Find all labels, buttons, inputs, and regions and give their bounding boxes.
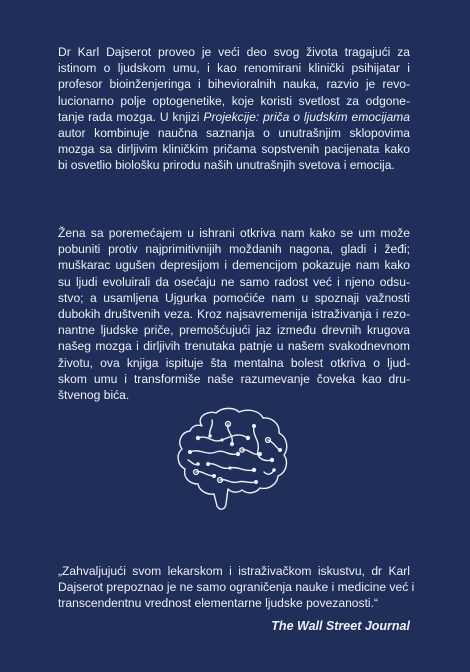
text-line: Dr Karl Dajserot proveo je veći deo svog života tragajući za [58,45,410,59]
book-title: Projekcije: priča o ljudskim emocijama [203,109,410,124]
text-fragment: tanje rada mozga. U knjizi [58,109,204,124]
text-line: stvo; a usamljena Ujgurka pomoćiće nam u spoznaji važnosti [58,290,410,305]
text-line: Žena sa poremećajem u ishrani otkriva nam kako se um može [58,226,410,240]
text-line: našeg mozga i dirljivih trenutaka patnje u našem svakodnevnom [58,339,410,354]
text-line [58,109,410,125]
text-line: bi osvetlio biološku prirodu naših unutrašnjih svetova i emocija. [58,158,395,173]
text-line: mozga sa dirljivim kliničkim pričama sopstvenih pacijenata kako [58,142,410,157]
text-line: dubokih društvenih veza. Kroz najsavremenija istraživanja i rezo- [58,307,410,322]
text-line: profesor bioinženjeringa i bihevioralnih nauka, razvio je revo- [58,77,410,92]
text-line: štvenog bića. [58,388,130,403]
text-line: autor kombinuje naučna saznanja o unutrašnjim sklopovima [58,126,410,141]
text-line: istinom o ljudskom umu, i kao renomirani klinički psihijatar i [58,61,410,76]
text-line: nantne ljudske priče, premošćujući jaz između drevnih krugova [58,323,410,338]
review-quote [58,563,415,612]
description-paragraph-2 [58,225,410,403]
quote-line: transcendentnu vrednost elementarne ljudske povezanosti.“ [58,596,379,611]
quote-source: The Wall Street Journal [271,619,410,633]
quote-line: Dajserot prepoznao je ne samo ograničenja nauke i medicine već i [58,580,415,595]
text-line: pobuniti protiv najprimitivnijih moždanih nagona, gladi i žeđi; [58,242,410,257]
text-line: skom umu i transformiše naše razumevanje čoveka kao dru- [58,371,410,386]
text-line: su ljudi evoluirali da osećaju ne samo radost već i njeno odsu- [58,274,410,289]
text-line: muškarac ugušen depresijom i demencijom pokazuje nam kako [58,258,410,273]
quote-line: „Zahvaljujući svom lekarskom i istraživačkom iskustvu, dr Karl [58,564,410,578]
text-line: životu, ova knjiga ispituje šta mentalna bolest otkriva o ljud- [58,355,410,370]
text-line: lucionarno polje optogenetike, koje koristi svetlost za odgone- [58,93,410,108]
brain-circuit-icon [168,404,296,516]
description-paragraph-1 [58,44,410,174]
